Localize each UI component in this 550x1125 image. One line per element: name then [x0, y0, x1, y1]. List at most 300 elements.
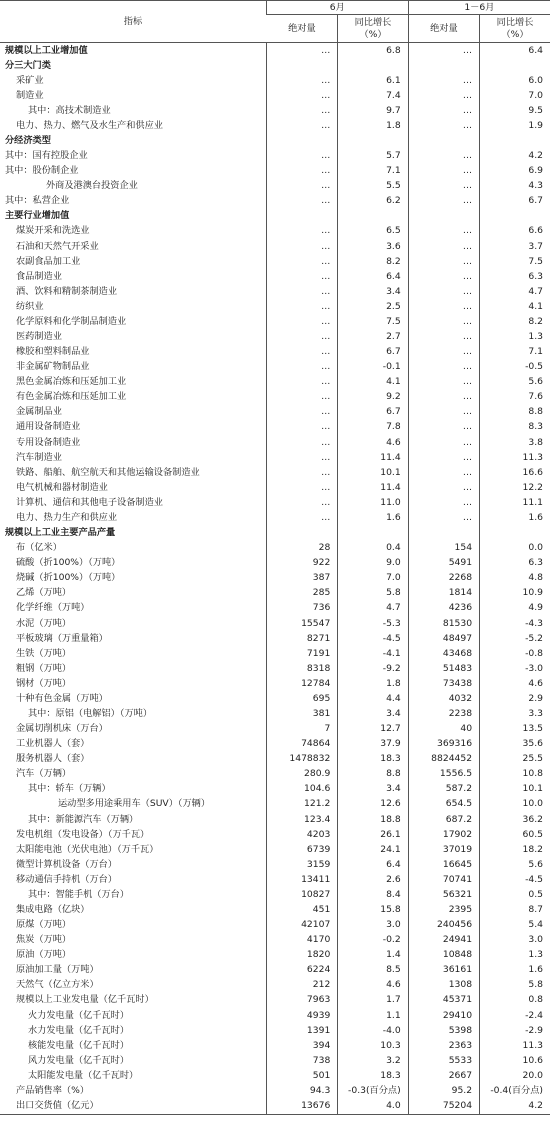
jan-jun-header: 1－6月	[408, 1, 550, 15]
june-absolute-cell: 13676	[266, 1098, 337, 1114]
june-growth-cell: 5.5	[338, 179, 408, 194]
jan-jun-growth-cell: 1.3	[480, 329, 550, 344]
table-row	[0, 1098, 550, 1114]
table-row	[0, 918, 550, 933]
jan-jun-absolute-cell: …	[408, 194, 479, 209]
june-growth-cell: 1.6	[338, 510, 408, 525]
table-row	[0, 933, 550, 948]
jan-jun-absolute-cell: …	[408, 149, 479, 164]
jan-jun-growth-cell: 3.7	[480, 239, 550, 254]
table-row	[0, 209, 550, 224]
june-growth-cell: 1.8	[338, 118, 408, 133]
june-absolute-cell: 28	[266, 541, 337, 556]
table-row	[0, 887, 550, 902]
table-row	[0, 691, 550, 706]
june-absolute-cell: …	[266, 405, 337, 420]
jan-jun-growth-cell: 16.6	[480, 465, 550, 480]
jan-jun-absolute-cell: 654.5	[408, 797, 479, 812]
june-absolute-cell: …	[266, 390, 337, 405]
jan-jun-growth-cell: 8.8	[480, 405, 550, 420]
table-row	[0, 978, 550, 993]
table-row	[0, 58, 550, 73]
june-growth-cell: 3.4	[338, 284, 408, 299]
june-growth-cell: 18.8	[338, 812, 408, 827]
table-row	[0, 812, 550, 827]
row-label: 化学纤维（万吨）	[16, 602, 90, 614]
june-absolute-cell: …	[266, 480, 337, 495]
jan-jun-growth-cell: -0.8	[480, 646, 550, 661]
jan-jun-growth-cell: 5.6	[480, 857, 550, 872]
table-row	[0, 737, 550, 752]
row-label: 铁路、船舶、航空航天和其他运输设备制造业	[16, 466, 200, 478]
jan-jun-absolute-cell: 8824452	[408, 752, 479, 767]
june-absolute-cell: …	[266, 450, 337, 465]
june-growth-cell: 6.5	[338, 224, 408, 239]
jan-jun-growth-header-line2: （%）	[501, 28, 529, 40]
row-label: 发电机组（发电设备）（万千瓦）	[16, 828, 150, 840]
table-row	[0, 465, 550, 480]
jan-jun-growth-cell: 35.6	[480, 737, 550, 752]
row-label: 食品制造业	[16, 270, 62, 282]
june-growth-cell: -0.3(百分点)	[338, 1083, 408, 1098]
row-label: 其中：私营企业	[5, 195, 70, 207]
june-absolute-cell: …	[266, 495, 337, 510]
jan-jun-growth-cell: 36.2	[480, 812, 550, 827]
row-label: 规模以上工业增加值	[5, 44, 88, 56]
row-label: 外商及港澳台投资企业	[46, 180, 138, 192]
table-row	[0, 993, 550, 1008]
table-row	[0, 420, 550, 435]
jan-jun-absolute-cell: …	[408, 345, 479, 360]
row-label: 工业机器人（套）	[16, 738, 90, 750]
june-absolute-cell: …	[266, 329, 337, 344]
jan-jun-absolute-cell: …	[408, 405, 479, 420]
row-label: 黑色金属冶炼和压延加工业	[16, 376, 127, 388]
jan-jun-growth-cell: 5.6	[480, 375, 550, 390]
jan-jun-growth-cell	[480, 58, 550, 73]
june-growth-cell: 1.8	[338, 676, 408, 691]
jan-jun-growth-cell: 11.1	[480, 495, 550, 510]
june-growth-cell: 9.7	[338, 103, 408, 118]
jan-jun-absolute-header: 绝对量	[408, 15, 479, 43]
june-absolute-cell: 1478832	[266, 752, 337, 767]
table-row	[0, 73, 550, 88]
june-growth-cell: 11.0	[338, 495, 408, 510]
jan-jun-growth-cell: 7.0	[480, 88, 550, 103]
june-absolute-cell: 280.9	[266, 767, 337, 782]
row-label: 电力、热力生产和供应业	[16, 511, 118, 523]
jan-jun-growth-cell: 25.5	[480, 752, 550, 767]
june-growth-cell: -4.0	[338, 1023, 408, 1038]
june-absolute-cell: 7	[266, 722, 337, 737]
jan-jun-absolute-cell: 56321	[408, 887, 479, 902]
june-absolute-cell	[266, 209, 337, 224]
june-absolute-cell: …	[266, 224, 337, 239]
jan-jun-absolute-cell: 2363	[408, 1038, 479, 1053]
row-label: 生铁（万吨）	[16, 647, 72, 659]
row-label: 采矿业	[16, 74, 44, 86]
june-absolute-cell: …	[266, 465, 337, 480]
row-label: 电气机械和器材制造业	[16, 481, 108, 493]
table-row	[0, 722, 550, 737]
jan-jun-absolute-cell: 1814	[408, 586, 479, 601]
table-row	[0, 43, 550, 59]
june-absolute-cell: 738	[266, 1053, 337, 1068]
june-absolute-cell: …	[266, 510, 337, 525]
row-label: 钢材（万吨）	[16, 677, 72, 689]
june-growth-cell: 2.7	[338, 329, 408, 344]
table-row	[0, 586, 550, 601]
june-absolute-cell: …	[266, 118, 337, 133]
jan-jun-growth-cell: 8.2	[480, 314, 550, 329]
june-absolute-cell: …	[266, 299, 337, 314]
june-growth-cell: 6.4	[338, 269, 408, 284]
jan-jun-growth-cell: 3.0	[480, 933, 550, 948]
june-absolute-cell: …	[266, 314, 337, 329]
jan-jun-growth-cell: 4.8	[480, 571, 550, 586]
june-absolute-cell: …	[266, 269, 337, 284]
row-label: 规模以上工业发电量（亿千瓦时）	[16, 994, 154, 1006]
june-growth-cell: -0.2	[338, 933, 408, 948]
jan-jun-growth-cell: -2.9	[480, 1023, 550, 1038]
june-growth-cell: 3.2	[338, 1053, 408, 1068]
june-absolute-cell: 212	[266, 978, 337, 993]
row-label: 太阳能电池（光伏电池）（万千瓦）	[16, 843, 159, 855]
jan-jun-growth-cell: 6.4	[480, 43, 550, 59]
row-label: 水力发电量（亿千瓦时）	[28, 1024, 130, 1036]
table-row	[0, 902, 550, 917]
jan-jun-absolute-cell: 16645	[408, 857, 479, 872]
row-label: 金属制品业	[16, 406, 62, 418]
jan-jun-absolute-cell: …	[408, 465, 479, 480]
jan-jun-absolute-cell: …	[408, 179, 479, 194]
june-growth-cell: -0.1	[338, 360, 408, 375]
table-row	[0, 480, 550, 495]
jan-jun-growth-cell	[480, 209, 550, 224]
june-absolute-cell: 15547	[266, 616, 337, 631]
jan-jun-growth-cell: 0.8	[480, 993, 550, 1008]
jan-jun-growth-cell	[480, 526, 550, 541]
june-growth-cell: 37.9	[338, 737, 408, 752]
june-absolute-cell: 394	[266, 1038, 337, 1053]
june-growth-cell: 26.1	[338, 827, 408, 842]
row-label: 烧碱（折100%）（万吨）	[16, 572, 121, 584]
june-growth-header-line1: 同比增长	[354, 16, 392, 28]
jan-jun-growth-cell: -5.2	[480, 631, 550, 646]
june-absolute-cell: 3159	[266, 857, 337, 872]
jan-jun-growth-cell: -2.4	[480, 1008, 550, 1023]
table-row	[0, 857, 550, 872]
june-header: 6月	[266, 1, 408, 15]
june-growth-cell: 4.6	[338, 435, 408, 450]
table-row	[0, 495, 550, 510]
table-row	[0, 405, 550, 420]
jan-jun-growth-cell: 3.8	[480, 435, 550, 450]
jan-jun-absolute-cell: …	[408, 314, 479, 329]
header-row-periods	[0, 1, 550, 15]
jan-jun-absolute-cell: 2395	[408, 902, 479, 917]
june-growth-cell: 7.1	[338, 164, 408, 179]
june-absolute-cell: 6739	[266, 842, 337, 857]
june-absolute-cell: 4203	[266, 827, 337, 842]
row-label: 通用设备制造业	[16, 421, 81, 433]
jan-jun-absolute-cell	[408, 526, 479, 541]
jan-jun-growth-cell: 4.1	[480, 299, 550, 314]
jan-jun-absolute-cell: …	[408, 450, 479, 465]
row-label: 农副食品加工业	[16, 255, 81, 267]
june-growth-cell: 1.7	[338, 993, 408, 1008]
jan-jun-absolute-cell: 2238	[408, 706, 479, 721]
jan-jun-absolute-cell: …	[408, 375, 479, 390]
row-label: 其中：原铝（电解铝）（万吨）	[28, 707, 153, 719]
table-row	[0, 510, 550, 525]
jan-jun-growth-cell: 2.9	[480, 691, 550, 706]
jan-jun-growth-cell: 0.5	[480, 887, 550, 902]
jan-jun-growth-cell: 0.0	[480, 541, 550, 556]
jan-jun-growth-cell: 4.6	[480, 676, 550, 691]
row-label: 主要行业增加值	[5, 210, 70, 222]
june-growth-cell: 6.7	[338, 345, 408, 360]
june-growth-cell	[338, 209, 408, 224]
row-label: 汽车（万辆）	[16, 768, 72, 780]
jan-jun-absolute-cell: …	[408, 495, 479, 510]
jan-jun-growth-cell: 6.3	[480, 269, 550, 284]
june-absolute-cell: 1820	[266, 948, 337, 963]
jan-jun-growth-cell: -4.5	[480, 872, 550, 887]
row-label: 化学原料和化学制品制造业	[16, 315, 127, 327]
june-absolute-cell: …	[266, 254, 337, 269]
jan-jun-absolute-cell: 95.2	[408, 1083, 479, 1098]
jan-jun-absolute-cell: 17902	[408, 827, 479, 842]
jan-jun-absolute-cell: …	[408, 299, 479, 314]
jan-jun-growth-cell: 9.5	[480, 103, 550, 118]
june-growth-cell: 3.4	[338, 706, 408, 721]
jan-jun-absolute-cell: …	[408, 254, 479, 269]
row-label: 太阳能发电量（亿千瓦时）	[28, 1069, 139, 1081]
jan-jun-growth-cell: 4.2	[480, 149, 550, 164]
jan-jun-growth-cell: 4.2	[480, 1098, 550, 1114]
table-row	[0, 118, 550, 133]
row-label: 其中：智能手机（万台）	[28, 888, 130, 900]
jan-jun-absolute-cell: 1308	[408, 978, 479, 993]
june-growth-cell: 4.7	[338, 601, 408, 616]
row-label: 原油加工量（万吨）	[16, 964, 99, 976]
jan-jun-absolute-cell: …	[408, 224, 479, 239]
jan-jun-growth-cell: -0.5	[480, 360, 550, 375]
june-growth-cell: 9.0	[338, 556, 408, 571]
row-label: 运动型多用途乘用车（SUV）（万辆）	[58, 798, 211, 810]
jan-jun-absolute-cell: 5491	[408, 556, 479, 571]
table-row	[0, 797, 550, 812]
table-row	[0, 450, 550, 465]
row-label: 分经济类型	[5, 135, 51, 146]
row-label: 出口交货值（亿元）	[0, 1098, 266, 1114]
june-growth-cell: 5.7	[338, 149, 408, 164]
table-row	[0, 314, 550, 329]
june-growth-cell: 6.1	[338, 73, 408, 88]
june-absolute-cell: 451	[266, 902, 337, 917]
jan-jun-growth-cell: 1.3	[480, 948, 550, 963]
june-growth-cell: 8.5	[338, 963, 408, 978]
row-label: 石油和天然气开采业	[16, 240, 99, 252]
june-absolute-cell	[266, 133, 337, 148]
jan-jun-absolute-cell: …	[408, 284, 479, 299]
jan-jun-absolute-cell: 2667	[408, 1068, 479, 1083]
june-growth-cell: 8.4	[338, 887, 408, 902]
jan-jun-growth-cell: 8.3	[480, 420, 550, 435]
jan-jun-absolute-cell: 587.2	[408, 782, 479, 797]
june-absolute-cell: 6224	[266, 963, 337, 978]
june-growth-cell: 6.2	[338, 194, 408, 209]
jan-jun-absolute-cell: …	[408, 329, 479, 344]
row-label: 计算机、通信和其他电子设备制造业	[16, 496, 163, 508]
june-absolute-cell	[266, 526, 337, 541]
row-label: 其中：新能源汽车（万辆）	[28, 813, 139, 825]
jan-jun-absolute-cell: …	[408, 73, 479, 88]
june-absolute-cell	[266, 58, 337, 73]
row-label: 制造业	[16, 89, 44, 101]
table-row	[0, 360, 550, 375]
june-absolute-cell: …	[266, 360, 337, 375]
row-label: 其中：国有控股企业	[5, 150, 88, 162]
row-label: 服务机器人（套）	[16, 753, 90, 765]
jan-jun-growth-cell: 7.1	[480, 345, 550, 360]
june-growth-cell: -4.1	[338, 646, 408, 661]
june-absolute-cell: …	[266, 73, 337, 88]
jan-jun-growth-cell: 8.7	[480, 902, 550, 917]
june-growth-cell: 10.1	[338, 465, 408, 480]
june-growth-cell: 7.4	[338, 88, 408, 103]
table-row	[0, 375, 550, 390]
jan-jun-absolute-cell	[408, 58, 479, 73]
table-row	[0, 827, 550, 842]
june-absolute-cell: 922	[266, 556, 337, 571]
table-row	[0, 631, 550, 646]
row-label: 粗钢（万吨）	[16, 662, 72, 674]
june-absolute-cell: …	[266, 103, 337, 118]
row-label: 酒、饮料和精制茶制造业	[16, 285, 118, 297]
jan-jun-growth-cell: 6.7	[480, 194, 550, 209]
june-growth-cell: 6.7	[338, 405, 408, 420]
june-absolute-cell: …	[266, 88, 337, 103]
jan-jun-growth-cell: 7.6	[480, 390, 550, 405]
june-absolute-header: 绝对量	[266, 15, 337, 43]
table-row	[0, 1068, 550, 1083]
table-row	[0, 194, 550, 209]
row-label: 水泥（万吨）	[16, 617, 72, 629]
jan-jun-growth-cell: 10.8	[480, 767, 550, 782]
row-label: 医药制造业	[16, 331, 62, 343]
jan-jun-growth-header-line1: 同比增长	[496, 16, 534, 28]
jan-jun-absolute-cell: 36161	[408, 963, 479, 978]
june-growth-cell: -4.5	[338, 631, 408, 646]
table-row	[0, 88, 550, 103]
june-absolute-cell: 74864	[266, 737, 337, 752]
jan-jun-absolute-cell: 1556.5	[408, 767, 479, 782]
table-row	[0, 706, 550, 721]
june-growth-cell: 7.5	[338, 314, 408, 329]
row-label: 天然气（亿立方米）	[16, 979, 99, 991]
jan-jun-absolute-cell: 5398	[408, 1023, 479, 1038]
table-row	[0, 103, 550, 118]
june-growth-cell: 18.3	[338, 752, 408, 767]
table-row	[0, 390, 550, 405]
table-row	[0, 239, 550, 254]
row-label: 硫酸（折100%）（万吨）	[16, 557, 121, 569]
table-row	[0, 948, 550, 963]
june-growth-cell: 7.0	[338, 571, 408, 586]
june-growth-cell: 11.4	[338, 450, 408, 465]
june-growth-cell: 10.3	[338, 1038, 408, 1053]
jan-jun-absolute-cell: 48497	[408, 631, 479, 646]
row-label: 产品销售率（%）	[16, 1084, 90, 1096]
row-label: 纺织业	[16, 300, 44, 312]
june-absolute-cell: 7191	[266, 646, 337, 661]
table-row	[0, 133, 550, 148]
row-label: 原油（万吨）	[16, 949, 72, 961]
june-growth-cell: 1.1	[338, 1008, 408, 1023]
jan-jun-growth-cell: 10.0	[480, 797, 550, 812]
jan-jun-absolute-cell: 43468	[408, 646, 479, 661]
row-label: 焦炭（万吨）	[16, 934, 72, 946]
jan-jun-absolute-cell: 240456	[408, 918, 479, 933]
jan-jun-absolute-cell: …	[408, 269, 479, 284]
jan-jun-growth-cell: 1.9	[480, 118, 550, 133]
june-absolute-cell: …	[266, 239, 337, 254]
table-row	[0, 526, 550, 541]
june-growth-cell: 5.8	[338, 586, 408, 601]
june-absolute-cell: …	[266, 164, 337, 179]
table-row	[0, 571, 550, 586]
jan-jun-absolute-cell: 75204	[408, 1098, 479, 1114]
row-label: 火力发电量（亿千瓦时）	[28, 1009, 130, 1021]
jan-jun-growth-cell: 11.3	[480, 1038, 550, 1053]
jan-jun-growth-cell: 1.6	[480, 963, 550, 978]
table-row	[0, 254, 550, 269]
june-growth-cell: 8.8	[338, 767, 408, 782]
table-row	[0, 299, 550, 314]
row-label: 原煤（万吨）	[16, 919, 72, 931]
jan-jun-absolute-cell: 369316	[408, 737, 479, 752]
row-label: 移动通信手持机（万台）	[16, 873, 118, 885]
table-row	[0, 1053, 550, 1068]
table-row	[0, 179, 550, 194]
june-growth-cell: 24.1	[338, 842, 408, 857]
table-row	[0, 556, 550, 571]
jan-jun-growth-cell: 4.3	[480, 179, 550, 194]
row-label: 微型计算机设备（万台）	[16, 858, 118, 870]
jan-jun-growth-cell: 6.3	[480, 556, 550, 571]
june-growth-cell: 1.4	[338, 948, 408, 963]
june-absolute-cell: 104.6	[266, 782, 337, 797]
jan-jun-growth-cell: -4.3	[480, 616, 550, 631]
table-row	[0, 601, 550, 616]
row-label: 有色金属冶炼和压延加工业	[16, 391, 127, 403]
table-row	[0, 767, 550, 782]
june-absolute-cell: …	[266, 345, 337, 360]
jan-jun-absolute-cell: …	[408, 164, 479, 179]
jan-jun-absolute-cell: 687.2	[408, 812, 479, 827]
row-label: 专用设备制造业	[16, 436, 81, 448]
jan-jun-absolute-cell: …	[408, 239, 479, 254]
row-label: 金属切削机床（万台）	[16, 723, 108, 735]
june-growth-cell: 6.8	[338, 43, 408, 59]
jan-jun-absolute-cell: …	[408, 118, 479, 133]
jan-jun-growth-cell: 1.6	[480, 510, 550, 525]
row-label: 橡胶和塑料制品业	[16, 346, 90, 358]
row-label: 其中：高技术制造业	[28, 104, 111, 116]
table-row	[0, 269, 550, 284]
